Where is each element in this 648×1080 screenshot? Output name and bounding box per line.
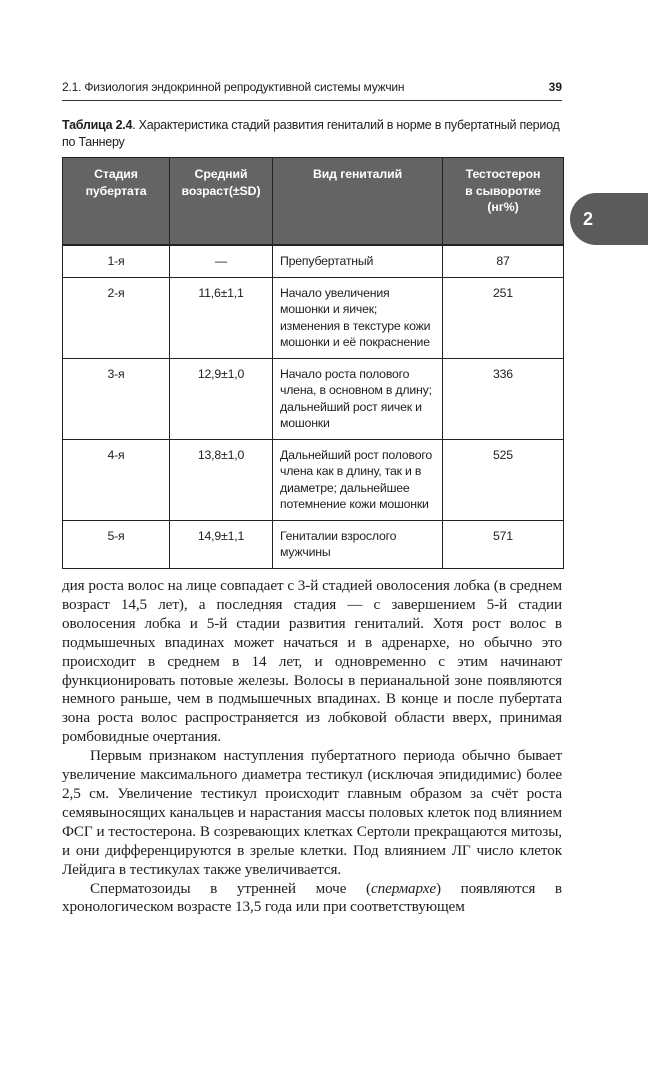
- chapter-tab: [570, 193, 648, 245]
- stage-cell: 5-я: [63, 520, 170, 568]
- testosterone-cell: 251: [443, 277, 564, 358]
- table-row: [63, 245, 564, 277]
- table-row: [63, 520, 564, 568]
- running-header: [62, 80, 562, 101]
- table-caption-text: . Характеристика стадий развития гениталий в норме в пубертатный период по Таннеру: [62, 118, 560, 149]
- paragraph: Первым признаком наступления пубертатного периода обычно бывает увеличение максимального диаметра тестикул (исключая эпидидимис) более 2,5 см. Увеличение тестикул происходит главным образом за счёт роста семявыносящих канальцев и нарастания массы половых клеток под влиянием ФСГ и тестостерона. В созревающих клетках Сертоли прекращаются митозы, и они дифференцируются в зрелые клетки. Под влиянием ЛГ число клеток Лейдига в тестикулах также увеличивается.: [62, 747, 562, 878]
- age-cell: 13,8±1,0: [170, 439, 273, 520]
- age-cell: —: [170, 245, 273, 277]
- stage-cell: 2-я: [63, 277, 170, 358]
- table-row: [63, 277, 564, 358]
- description-cell: Препубертатный: [273, 245, 443, 277]
- running-title: 2.1. Физиология эндокринной репродуктивной системы мужчин: [62, 80, 405, 94]
- column-header-genitals: Вид гениталий: [273, 158, 443, 246]
- testosterone-cell: 525: [443, 439, 564, 520]
- stage-cell: 1-я: [63, 245, 170, 277]
- age-cell: 12,9±1,0: [170, 358, 273, 439]
- testosterone-cell: 87: [443, 245, 564, 277]
- table-row: [63, 439, 564, 520]
- table-caption-label: Таблица 2.4: [62, 118, 133, 132]
- paragraph: дия роста волос на лице совпадает с 3-й стадией оволосения лобка (в среднем возраст 14,5 лет), а последняя стадия — с завершением 5-й стадии оволосения лобка и 5-й стадии развития гениталий. Хотя рост волос в подмышечных впадинах может начаться и в адренархе, но обычно это происходит в среднем в 14 лет, и одновременно с этим начинают функционировать потовые железы. Волосы в перианальной зоне появляются немного раньше, чем в подмышечных впадинах. В конце и после пубертата зона роста волос распространяется из лобковой области вверх, принимая ромбовидные очертания.: [62, 577, 562, 746]
- term-spermarche: спермархе: [370, 879, 437, 897]
- column-header-stage: Стадия пубертата: [63, 158, 170, 246]
- tanner-stages-table: [62, 157, 564, 569]
- stage-cell: 3-я: [63, 358, 170, 439]
- description-cell: Дальнейший рост полового члена как в длину, так и в диаметре; дальнейшее потемнение кожи мошонки: [273, 439, 443, 520]
- page-number: 39: [548, 80, 562, 94]
- age-cell: 14,9±1,1: [170, 520, 273, 568]
- description-cell: Гениталии взрослого мужчины: [273, 520, 443, 568]
- stage-cell: 4-я: [63, 439, 170, 520]
- testosterone-cell: 571: [443, 520, 564, 568]
- chapter-number: 2: [583, 208, 594, 229]
- description-cell: Начало увеличения мошонки и яичек; изменения в текстуре кожи мошонки и её покраснение: [273, 277, 443, 358]
- table-caption: [62, 117, 566, 151]
- body-text: [62, 577, 562, 917]
- age-cell: 11,6±1,1: [170, 277, 273, 358]
- description-cell: Начало роста полового члена, в основном в длину; дальнейший рост яичек и мошонки: [273, 358, 443, 439]
- testosterone-cell: 336: [443, 358, 564, 439]
- paragraph: Сперматозоиды в утренней моче (спермархе) появляются в хронологическом возрасте 13,5 года или при соответствующем: [62, 879, 562, 916]
- column-header-age: Средний возраст(±SD): [170, 158, 273, 246]
- table-header-row: [63, 158, 564, 246]
- table-row: [63, 358, 564, 439]
- column-header-testosterone: Тестостерон в сыворотке (нг%): [443, 158, 564, 246]
